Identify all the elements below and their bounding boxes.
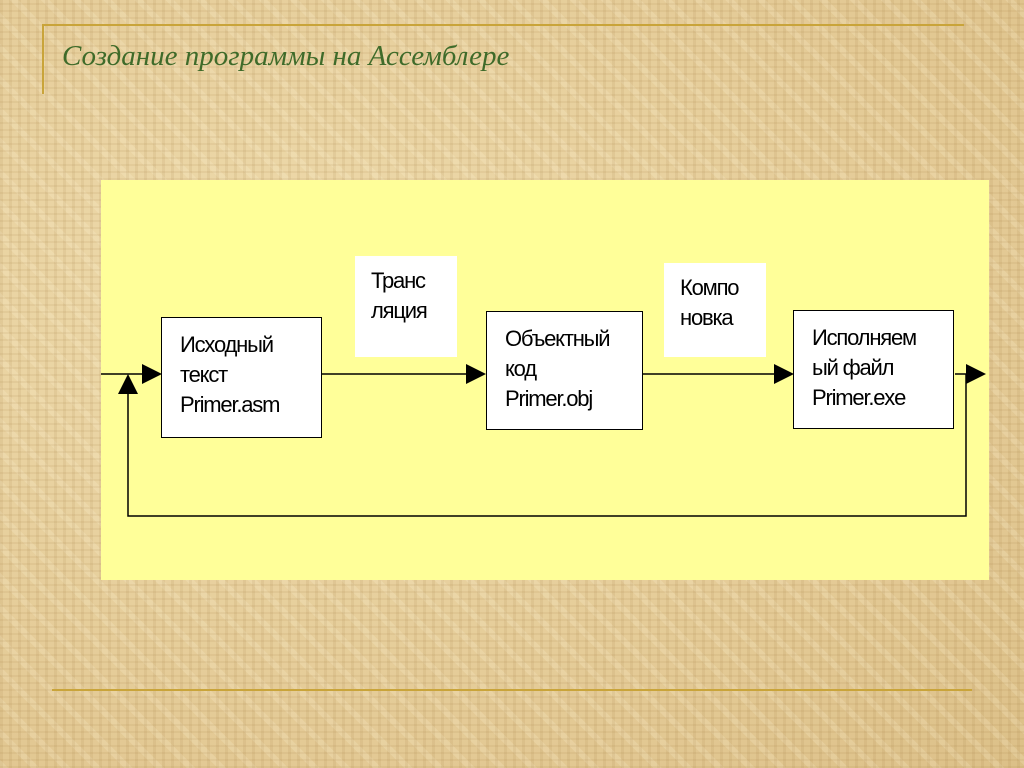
node-object-line-2: код [505, 356, 536, 381]
node-executable-line-2: ый файл [812, 355, 894, 380]
edge-source-to-object-arrowhead [466, 364, 486, 384]
edge-label-translation-line-1: Транс [371, 268, 425, 293]
edge-label-linking-line-1: Компо [680, 275, 739, 300]
node-source-line-3: Primer.asm [180, 392, 280, 417]
node-source [161, 317, 322, 438]
node-executable-line-1: Исполняем [812, 325, 916, 350]
edge-label-linking-line-2: новка [680, 305, 733, 330]
edge-label-translation [355, 256, 457, 357]
bottom-rule [52, 689, 972, 691]
node-object-line-1: Объектный [505, 326, 610, 351]
node-object-line-3: Primer.obj [505, 386, 593, 411]
output-arrowhead [966, 364, 986, 384]
node-source-line-1: Исходный [180, 332, 273, 357]
node-object [486, 311, 643, 430]
node-source-line-2: текст [180, 362, 228, 387]
edge-object-to-executable-arrowhead [774, 364, 794, 384]
node-executable-line-3: Primer.exe [812, 385, 906, 410]
edge-label-translation-line-2: ляция [371, 298, 427, 323]
slide-title: Создание программы на Ассемблере [62, 40, 510, 72]
node-executable [793, 310, 954, 429]
input-arrowhead [142, 364, 162, 384]
edge-label-linking [664, 263, 766, 357]
loop-arrowhead [118, 374, 138, 394]
